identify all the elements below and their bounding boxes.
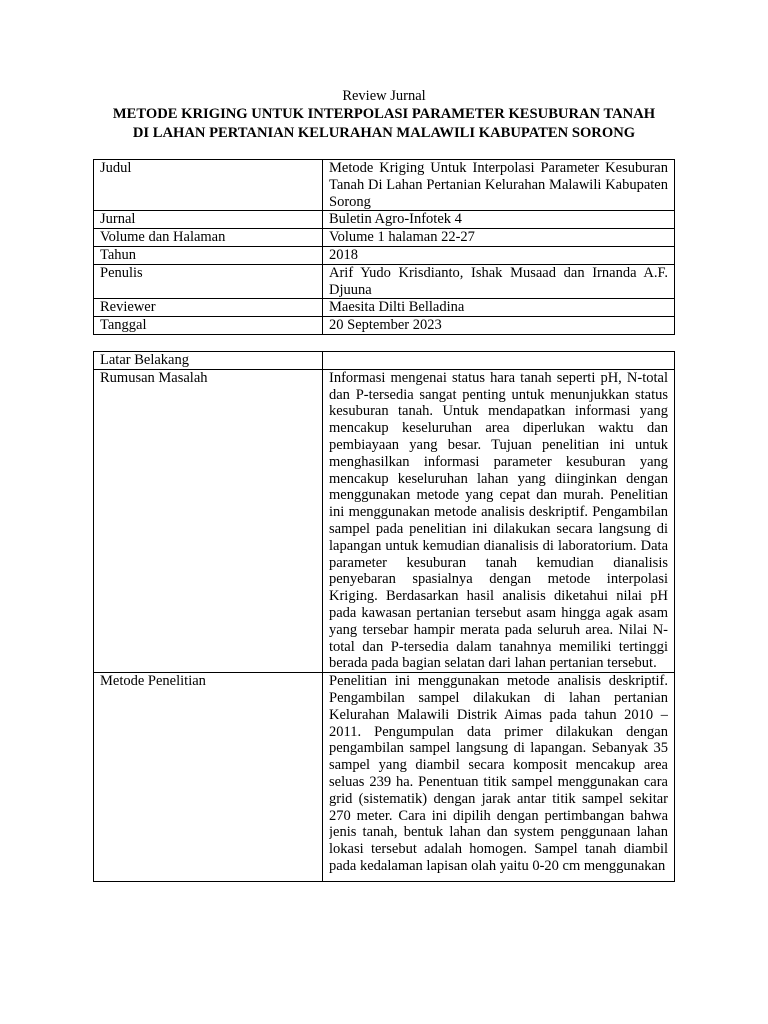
table-row xyxy=(94,299,675,317)
section-label: Latar Belakang xyxy=(94,352,323,370)
info-label: Judul xyxy=(94,160,323,211)
journal-info-table xyxy=(93,159,675,335)
info-value: Maesita Dilti Belladina xyxy=(323,299,675,317)
info-value: Arif Yudo Krisdianto, Ishak Musaad dan Irnanda A.F. Djuuna xyxy=(323,264,675,299)
title-line-2: DI LAHAN PERTANIAN KELURAHAN MALAWILI KABUPATEN SORONG xyxy=(132,125,636,141)
info-value: 2018 xyxy=(323,246,675,264)
info-value: Volume 1 halaman 22-27 xyxy=(323,229,675,247)
review-content-table xyxy=(93,351,675,882)
section-value xyxy=(323,673,675,882)
info-label: Jurnal xyxy=(94,211,323,229)
info-label: Reviewer xyxy=(94,299,323,317)
info-label: Penulis xyxy=(94,264,323,299)
info-value: 20 September 2023 xyxy=(323,317,675,335)
section-label: Metode Penelitian xyxy=(94,673,323,882)
table-row xyxy=(94,352,675,370)
table-row xyxy=(94,211,675,229)
table-row xyxy=(94,160,675,211)
table-row xyxy=(94,229,675,247)
table-row xyxy=(94,369,675,672)
info-label: Volume dan Halaman xyxy=(94,229,323,247)
table-row xyxy=(94,246,675,264)
section-label: Rumusan Masalah xyxy=(94,369,323,672)
document-title xyxy=(84,105,684,143)
section-value: Informasi mengenai status hara tanah seperti pH, N-total dan P-tersedia sangat penting untuk menunjukkan status kesuburan tanah. Untuk mendapatkan informasi yang mencakup keseluruhan area diperlukan waktu dan pembiayaan yang besar. Tujuan penelitian ini untuk menghasilkan informasi parameter kesuburan yang mencakup keseluruhan lahan yang diinginkan dengan menggunakan metode yang cepat dan murah. Penelitian ini menggunakan metode analisis deskriptif. Pengambilan sampel pada penelitian ini dilakukan secara langsung di lapangan untuk kemudian dianalisis di laboratorium. Data parameter kesuburan tanah kemudian dianalisis penyebaran spasialnya dengan metode interpolasi Kriging. Berdasarkan hasil analisis diketahui nilai pH pada kawasan pertanian tersebut asam hingga agak asam yang tersebar hampir merata pada seluruh area. Nilai N-total dan P-tersedia dalam tanahnya memiliki tertinggi berada pada bagian selatan dari lahan pertanian tersebut. xyxy=(323,369,675,672)
info-label: Tanggal xyxy=(94,317,323,335)
document-label: Review Jurnal xyxy=(342,88,426,104)
table-row xyxy=(94,673,675,882)
info-value: Buletin Agro-Infotek 4 xyxy=(323,211,675,229)
section-value xyxy=(323,352,675,370)
section-value-text: Penelitian ini menggunakan metode analisis deskriptif. Pengambilan sampel dilakukan di lahan pertanian Kelurahan Malawili Distrik Aimas pada tahun 2010 – 2011. Pengumpulan data primer dilakukan dengan pengambilan sampel langsung di lapangan. Sebanyak 35 sampel yang diambil secara komposit mencakup area seluas 239 ha. Penentuan titik sampel menggunakan cara grid (sistematik) dengan jarak antar titik sampel sekitar 270 meter. Cara ini dipilih dengan pertimbangan bahwa jenis tanah, bentuk lahan dan system penggunaan lahan lokasi tersebut adalah homogen. Sampel tanah diambil pada kedalaman lapisan olah yaitu 0-20 cm menggunakan xyxy=(329,673,668,874)
title-line-1: METODE KRIGING UNTUK INTERPOLASI PARAMETER KESUBURAN TANAH xyxy=(112,106,656,122)
info-label: Tahun xyxy=(94,246,323,264)
table-row xyxy=(94,317,675,335)
table-row xyxy=(94,264,675,299)
info-value: Metode Kriging Untuk Interpolasi Parameter Kesuburan Tanah Di Lahan Pertanian Kelurahan Malawili Kabupaten Sorong xyxy=(323,160,675,211)
